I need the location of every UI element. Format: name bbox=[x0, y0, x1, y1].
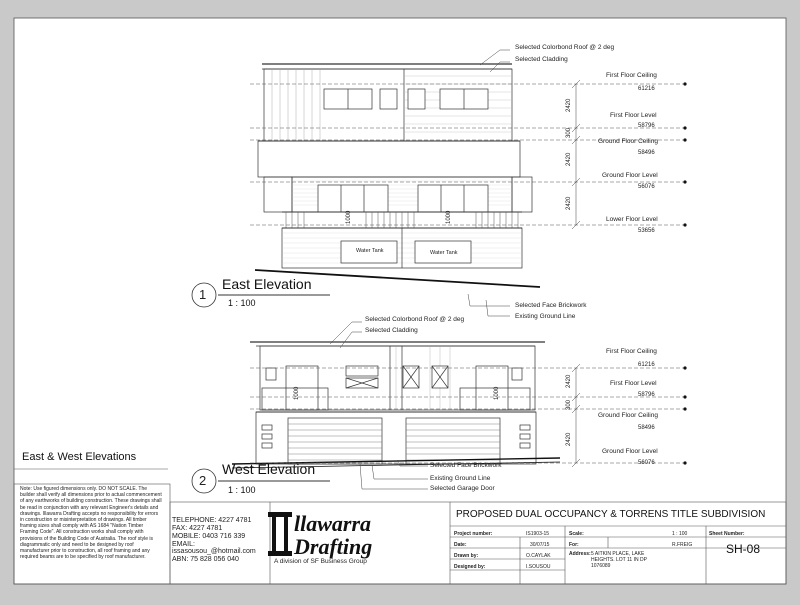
east-balustrade-dim: 1000 bbox=[346, 210, 352, 224]
east-level-name: Lower Floor Level bbox=[606, 216, 658, 223]
address-line: 1076089 bbox=[591, 563, 611, 569]
date-value: 30/07/15 bbox=[530, 542, 550, 548]
logo-line2: Drafting bbox=[294, 534, 373, 559]
east-view-number: 1 bbox=[199, 287, 207, 302]
east-level-value: 58496 bbox=[638, 150, 655, 156]
east-view-title: East Elevation bbox=[222, 276, 312, 292]
logo-line1: llawarra bbox=[294, 511, 372, 536]
west-level-name: Ground Floor Ceiling bbox=[598, 412, 658, 419]
west-level-name: First Floor Ceiling bbox=[606, 348, 657, 355]
east-level-value: 61216 bbox=[638, 86, 655, 92]
west-view-scale: 1 : 100 bbox=[228, 485, 256, 495]
east-level-value: 56076 bbox=[638, 184, 655, 190]
address-line: HEIGHTS. LOT 11 IN DP bbox=[591, 557, 647, 563]
project-title: PROPOSED DUAL OCCUPANCY & TORRENS TITLE SUBDIVISION bbox=[456, 509, 766, 520]
east-level-name: First Floor Level bbox=[610, 112, 657, 119]
drawn-by-value: O.CAYLAK bbox=[526, 553, 551, 559]
west-dim: 2420 bbox=[566, 432, 572, 446]
west-cladding-callout: Selected Cladding bbox=[365, 327, 418, 334]
contact-fax: FAX: 4227 4781 bbox=[172, 525, 223, 532]
scale-value: 1 : 100 bbox=[672, 531, 688, 537]
west-level-name: First Floor Level bbox=[610, 380, 657, 387]
scale-label: Scale: bbox=[569, 531, 584, 537]
west-dim: 300 bbox=[566, 399, 572, 410]
for-value: R.FREIG bbox=[672, 542, 693, 548]
general-note: Note: Use figured dimensions only. DO NOT SCALE. The builder shall verify all dimensions prior to actual commencement of any earthworks of building construction. These drawings shall be read in conjunction with any relevant Engineer's details and drawings. Illawarra Drafting accepts no responsibility for errors in construction or misinterpretation of drawings. All timber framing sizes shall comply with AS 1684 "Nation Timber Framing Code". All construction works shall comply with provisions of the Building Code of Australia. The roof style is diagrammatic only and need to be designed by roof manufacturer prior to construction, all roof framing and any required beams are to be specified by roof manufacturer. bbox=[20, 486, 162, 561]
company-logo bbox=[268, 511, 372, 559]
contact-abn: ABN: 75 828 056 040 bbox=[172, 556, 239, 563]
project-number-label: Project number: bbox=[454, 531, 493, 537]
designed-by-label: Designed by: bbox=[454, 564, 486, 570]
east-dim: 2420 bbox=[566, 196, 572, 210]
west-level-value: 56076 bbox=[638, 460, 655, 466]
east-level-name: Ground Floor Level bbox=[602, 172, 658, 179]
for-label: For: bbox=[569, 542, 579, 548]
east-level-value: 58796 bbox=[638, 123, 655, 129]
west-balustrade-dim: 1000 bbox=[294, 386, 300, 400]
east-cladding-callout: Selected Cladding bbox=[515, 56, 568, 63]
sheet-heading: East & West Elevations bbox=[22, 451, 137, 463]
east-brick-callout: Selected Face Brickwork bbox=[515, 302, 587, 309]
west-roof-callout: Selected Colorbond Roof @ 2 deg bbox=[365, 316, 465, 323]
west-view-number: 2 bbox=[199, 473, 207, 488]
drawn-by-label: Drawn by: bbox=[454, 553, 479, 559]
west-ground-callout: Existing Ground Line bbox=[430, 475, 491, 482]
water-tank-label: Water Tank bbox=[356, 248, 384, 254]
east-dim: 2420 bbox=[566, 98, 572, 112]
east-balustrade-dim: 1000 bbox=[446, 210, 452, 224]
contact-telephone: TELEPHONE: 4227 4781 bbox=[172, 517, 252, 524]
east-level-name: Ground Floor Ceiling bbox=[598, 138, 658, 145]
west-level-value: 58496 bbox=[638, 425, 655, 431]
sheet-number-label: Sheet Number: bbox=[709, 531, 745, 537]
west-view-title: West Elevation bbox=[222, 461, 316, 477]
west-brick-callout: Selected Face Brickwork bbox=[430, 462, 502, 469]
contact-email-label: EMAIL: bbox=[172, 541, 195, 548]
contact-mobile: MOBILE: 0403 716 339 bbox=[172, 533, 246, 540]
designed-by-value: I.SOUSOU bbox=[526, 564, 551, 570]
east-ground-callout: Existing Ground Line bbox=[515, 313, 576, 320]
west-balustrade-dim: 1000 bbox=[494, 386, 500, 400]
west-dim: 2420 bbox=[566, 374, 572, 388]
project-number: IS1903-15 bbox=[526, 531, 550, 537]
east-dim: 2420 bbox=[566, 152, 572, 166]
sheet-number: SH-08 bbox=[726, 542, 761, 556]
address-line: 5 AITKIN PLACE, LAKE bbox=[591, 551, 645, 557]
logo-tagline: A division of SF Business Group bbox=[274, 558, 367, 565]
address-label: Address: bbox=[569, 551, 591, 557]
west-garage-callout: Selected Garage Door bbox=[430, 485, 495, 492]
water-tank-label: Water Tank bbox=[430, 250, 458, 256]
east-dim: 300 bbox=[566, 127, 572, 138]
east-level-name: First Floor Ceiling bbox=[606, 72, 657, 79]
east-roof-callout: Selected Colorbond Roof @ 2 deg bbox=[515, 44, 615, 51]
west-level-value: 61216 bbox=[638, 362, 655, 368]
date-label: Date: bbox=[454, 542, 467, 548]
east-view-scale: 1 : 100 bbox=[228, 298, 256, 308]
west-level-name: Ground Floor Level bbox=[602, 448, 658, 455]
east-level-value: 53656 bbox=[638, 228, 655, 234]
west-level-value: 58796 bbox=[638, 392, 655, 398]
contact-email: issasousou_@hotmail.com bbox=[172, 548, 256, 555]
